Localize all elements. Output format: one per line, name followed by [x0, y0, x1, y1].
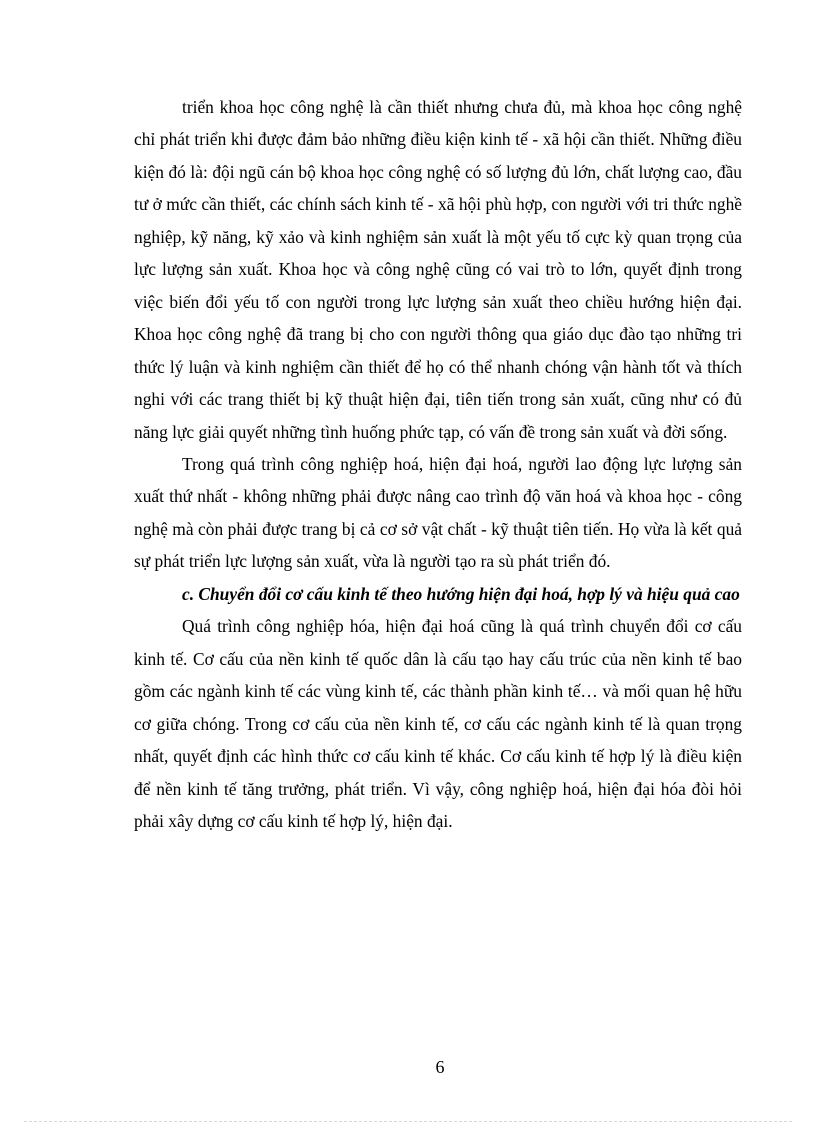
body-text [134, 91, 742, 837]
paragraph-1: triển khoa học công nghệ là cần thiết nhưng chưa đủ, mà khoa học công nghệ chỉ phát triển khi được đảm bảo những điều kiện kinh tế - xã hội cần thiết. Những điều kiện đó là: đội ngũ cán bộ khoa học công nghệ có số lượng đủ lớn, chất lượng cao, đầu tư ở mức cần thiết, các chính sách kinh tế - xã hội phù hợp, con người với tri thức nghề nghiệp, kỹ năng, kỹ xảo và kinh nghiệm sản xuất là một yếu tố cực kỳ quan trọng của lực lượng sản xuất. Khoa học và công nghệ cũng có vai trò to lớn, quyết định trong việc biến đổi yếu tố con người trong lực lượng sản xuất theo chiều hướng hiện đại. Khoa học công nghệ đã trang bị cho con người thông qua giáo dục đào tạo những tri thức lý luận và kinh nghiệm cần thiết để họ có thể nhanh chóng vận hành tốt và thích nghi với các trang thiết bị kỹ thuật hiện đại, tiên tiến trong sản xuất, cũng như có đủ năng lực giải quyết những tình huống phức tạp, có vấn đề trong sản xuất và đời sống. [134, 97, 742, 442]
section-heading: c. Chuyển đổi cơ cấu kinh tế theo hướng hiện đại hoá, hợp lý và hiệu quả cao [182, 583, 740, 604]
paragraph-2: Trong quá trình công nghiệp hoá, hiện đại hoá, người lao động lực lượng sản xuất thứ nhất - không những phải được nâng cao trình độ văn hoá và khoa học - công nghệ mà còn phải được trang bị cả cơ sở vật chất - kỹ thuật tiên tiến. Họ vừa là kết quả sự phát triển lực lượng sản xuất, vừa là người tạo ra sù phát triển đó. [134, 453, 742, 572]
page-bottom-divider [24, 1121, 792, 1122]
paragraph-3: Quá trình công nghiệp hóa, hiện đại hoá cũng là quá trình chuyển đổi cơ cấu kinh tế. Cơ cấu của nền kinh tế quốc dân là cấu tạo hay cấu trúc của nền kinh tế bao gồm các ngành kinh tế các vùng kinh tế, các thành phần kinh tế… và mối quan hệ hữu cơ giữa chóng. Trong cơ cấu của nền kinh tế, cơ cấu các ngành kinh tế là quan trọng nhất, quyết định các hình thức cơ cấu kinh tế khác. Cơ cấu kinh tế hợp lý là điều kiện để nền kinh tế tăng trưởng, phát triển. Vì vậy, công nghiệp hoá, hiện đại hóa đòi hỏi phải xây dựng cơ cấu kinh tế hợp lý, hiện đại. [134, 616, 742, 831]
page-number: 6 [435, 1057, 445, 1077]
